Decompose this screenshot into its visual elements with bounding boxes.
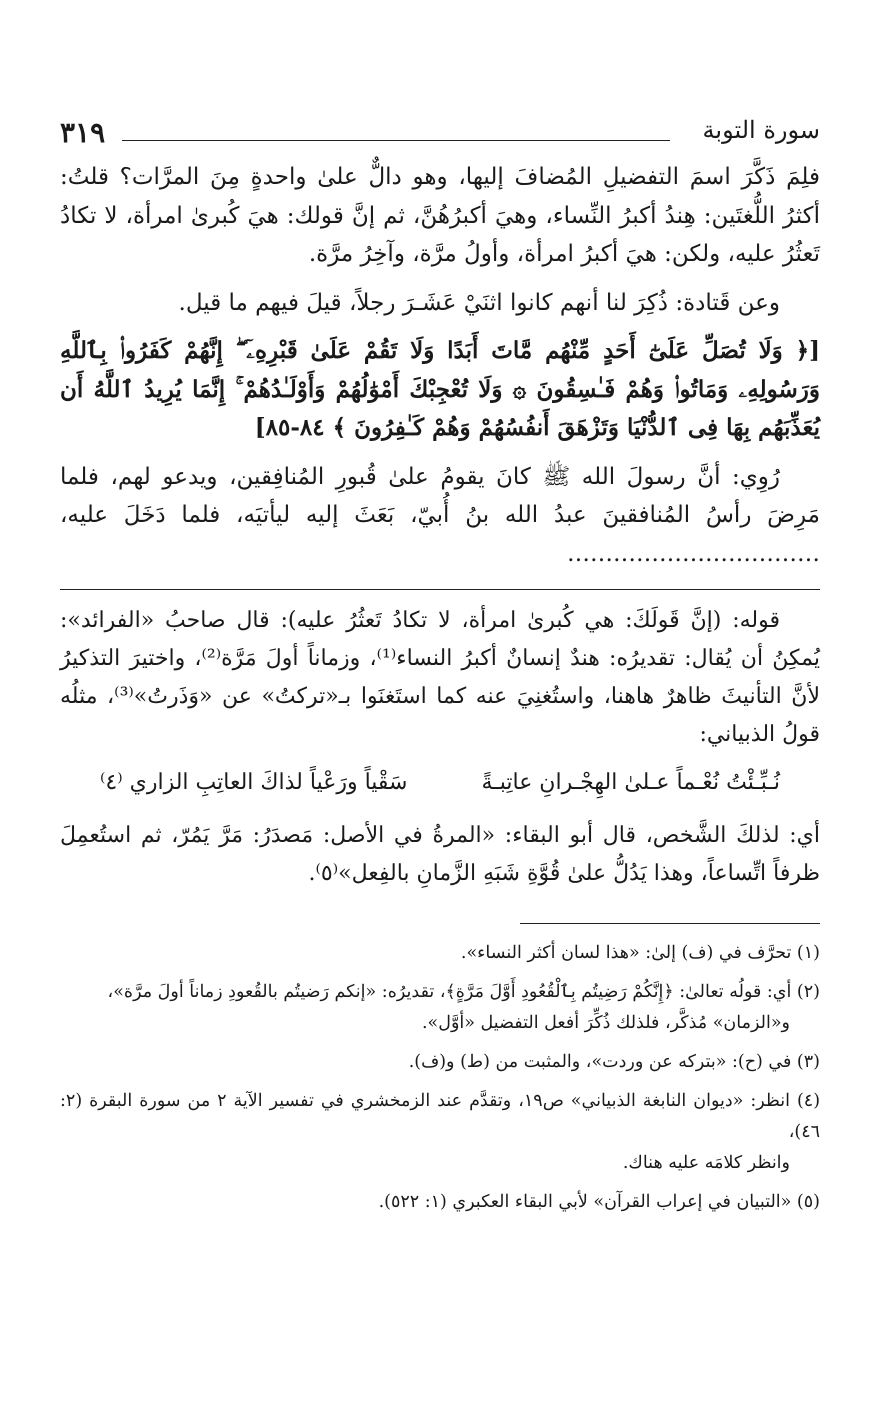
commentary-text [60, 602, 820, 893]
running-header [60, 116, 820, 158]
footnote-rule [520, 923, 820, 924]
book-page [60, 116, 820, 1218]
footnote-3: (٣) في (ح): «بتركه عن وردت»، والمثبت من (ط) و(ف). [408, 1052, 820, 1072]
narration-text: رُوِي: أنَّ رسولَ الله ﷺ كانَ يقومُ علىٰ قُبورِ المُنافِقين، ويدعو لهم، فلما مَرِضَ رأسُ المُنافقينَ عبدُ الله بنُ أُبيّ، بَعَثَ إليه ليأتيَه، فلما دَخَلَ عليه، [60, 463, 820, 528]
verse-first-hemistich: نُـبِّـئْتُ نُعْـماً عـلىٰ الهِجْـرانِ عاتِبـةً [481, 770, 780, 795]
page-number: ٣١٩ [60, 116, 106, 149]
header-rule [122, 140, 670, 141]
commentary-paragraph-1: قوله: (إنَّ قَولَكَ: هي كُبرىٰ امرأة، لا تكادُ تَعثُرُ عليه): قال صاحبُ «الفرائد»: يُمكِنُ أن يُقال: تقديرُه: هندٌ إنسانٌ أكبرُ النساء⁽¹⁾، وزماناً أولَ مَرَّة⁽²⁾، واختيرَ التذكيرُ لأنَّ التأنيثَ ظاهرٌ هاهنا، واستُغنِيَ عنه كما استَغنَوا بـ«تركتُ» عن «وَذَرتُ»⁽³⁾، مثلُه قولُ الذبياني: [60, 608, 821, 747]
main-text [60, 158, 820, 573]
footnote-4: (٤) انظر: «ديوان النابغة الذبياني» ص١٩، وتقدَّم عند الزمخشري في تفسير الآية ٢ من سورة البقرة (٢: ٤٦)، [60, 1091, 821, 1142]
commentary-divider [60, 589, 820, 590]
main-paragraph-1: فلِمَ ذَكَّرَ اسمَ التفضيلِ المُضافَ إليها، وهو دالٌّ علىٰ واحدةٍ مِنَ المرَّات؟ قلتُ: أكثرُ اللُّغتَين: هِندُ أكبرُ النِّساء، وهيَ أكبرُهُنَّ، ثم إنَّ قولك: هيَ كُبرىٰ امرأة، لا تكادُ تَعثُرُ عليه، ولكن: هيَ أكبرُ امرأة، وأولُ مرَّة، وآخِرُ مرَّة. [60, 164, 820, 267]
footnote-2: (٢) أي: قولُه تعالىٰ: ﴿إِنَّكُمْ رَضِيتُم بِٱلْقُعُودِ أَوَّلَ مَرَّةٍ﴾، تقديرُه: «إنكم رَضيتُم بالقُعودِ زماناً أولَ مرَّة»، [107, 982, 820, 1002]
footnote-5: (٥) «التبيان في إعراب القرآن» لأبي البقاء العكبري (١: ٥٢٢). [378, 1192, 820, 1212]
main-paragraph-3 [60, 458, 820, 574]
footnotes [60, 938, 820, 1218]
poetry-verse [100, 770, 780, 795]
commentary-paragraph-2: أي: لذلكَ الشَّخص، قال أبو البقاء: «المرةُ في الأصل: مَصدَرُ: مَرَّ يَمُرّ، ثم استُعمِلَ ظرفاً اتِّساعاً، وهذا يَدُلُّ علىٰ قُوَّةِ شَبَهِ الزَّمانِ بالفِعل»⁽٥⁾. [60, 823, 820, 886]
footnote-4-continued: وانظر كلامَه عليه هناك. [622, 1153, 790, 1173]
surah-title: سورة التوبة [702, 116, 820, 144]
quran-verse: [﴿ وَلَا تُصَلِّ عَلَىٰٓ أَحَدٍ مِّنْهُم مَّاتَ أَبَدًا وَلَا تَقُمْ عَلَىٰ قَبْرِهِۦٓ ۖ إِنَّهُمْ كَفَرُوا۟ بِٱللَّهِ وَرَسُولِهِۦ وَمَاتُوا۟ وَهُمْ فَـٰسِقُونَ ۞ وَلَا تُعْجِبْكَ أَمْوَٰلُهُمْ وَأَوْلَـٰدُهُمْ ۚ إِنَّمَا يُرِيدُ ٱللَّهُ أَن يُعَذِّبَهُم بِهَا فِى ٱلدُّنْيَا وَتَزْهَقَ أَنفُسُهُمْ وَهُمْ كَـٰفِرُونَ ﴾ ٨٤-٨٥] [60, 337, 820, 441]
footnote-2-continued: و«الزمان» مُذكَّر، فلذلك ذُكِّرَ أفعل التفضيل «أوَّل». [421, 1013, 790, 1033]
ellipsis-dots: …………………………… [567, 540, 820, 567]
footnote-1: (١) تحرَّف في (ف) إلىٰ: «هذا لسان أكثر النساء». [460, 943, 820, 963]
verse-second-hemistich: سَقْياً ورَعْياً لذاكَ العاتِبِ الزاري ⁽٤⁾ [100, 770, 408, 795]
main-paragraph-2: وعن قَتادة: ذُكِرَ لنا أنهم كانوا اثنَيْ عَشَـرَ رجلاً، قيلَ فيهم ما قيل. [178, 289, 780, 316]
